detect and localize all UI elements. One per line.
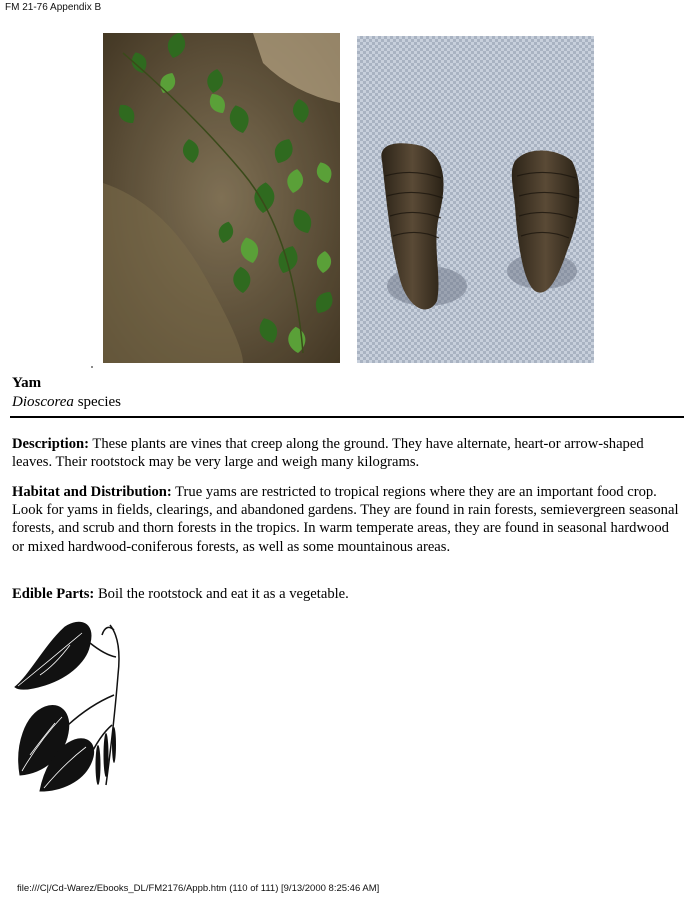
habitat-text: True yams are restricted to tropical regions where they are an important food crop. Look for yams in fields, clearings, and abandoned gardens. They are found in rain forests, semievergreen seasonal forests, and scrub and thorn forests in the tropics. In warm temperate areas, they are found in seasonal hardwood or mixed hardwood-coniferous forests, as well as some mountainous areas.: [12, 484, 679, 555]
yam-plant-photo: [103, 33, 340, 363]
page-header: FM 21-76 Appendix B: [5, 2, 102, 13]
stray-mark: [91, 366, 93, 368]
plant-name: Yam: [12, 375, 42, 391]
page-footer: file:///C|/Cd-Warez/Ebooks_DL/FM2176/Appb.htm (110 of 111) [9/13/2000 8:25:46 AM]: [17, 883, 380, 894]
habitat-paragraph: [12, 483, 682, 556]
edible-parts-text: Boil the rootstock and eat it as a vegetable.: [94, 586, 349, 602]
section-divider: [10, 416, 684, 418]
description-paragraph: [12, 435, 682, 471]
yam-leaf-drawing: [10, 615, 130, 797]
yam-rootstock-photo: [357, 36, 594, 363]
plant-species-suffix: species: [73, 394, 122, 410]
description-label: Description:: [12, 436, 90, 452]
plant-genus: Dioscorea: [12, 394, 74, 410]
edible-parts-paragraph: [12, 585, 682, 603]
plant-species: [12, 394, 121, 411]
description-text: These plants are vines that creep along the ground. They have alternate, heart-or arrow-shaped leaves. Their rootstock may be very large and weigh many kilograms.: [12, 436, 644, 471]
edible-parts-label: Edible Parts:: [12, 586, 95, 602]
habitat-label: Habitat and Distribution:: [12, 484, 172, 500]
